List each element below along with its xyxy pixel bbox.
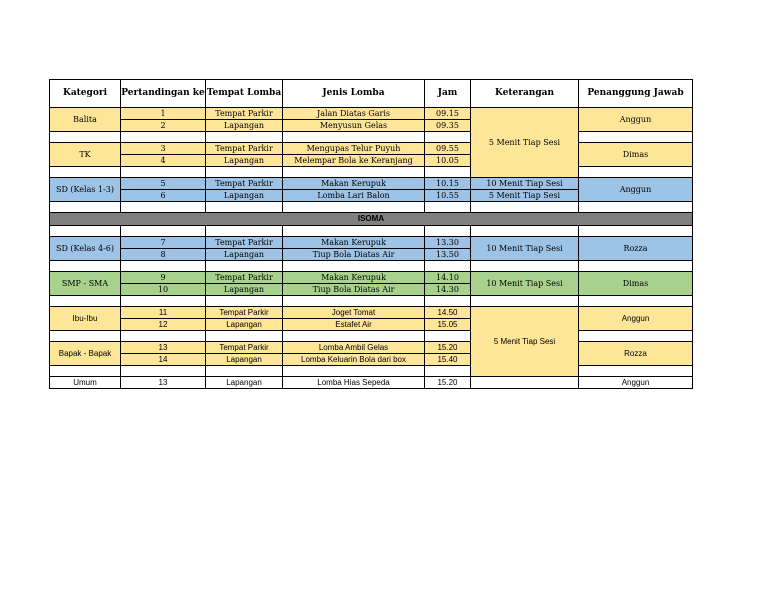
table-row — [50, 178, 693, 190]
jam-cell: 13.30 — [425, 237, 471, 249]
jam-cell: 09.15 — [425, 108, 471, 120]
header-jam: Jam — [425, 80, 471, 108]
tempat-cell: Tempat Parkir — [206, 108, 283, 120]
spacer-row — [50, 296, 693, 307]
tempat-cell: Lapangan — [206, 249, 283, 261]
jam-cell: 15.20 — [425, 377, 471, 389]
jenis-cell: Lomba Keluarin Bola dari box — [283, 354, 425, 366]
spacer-row — [50, 226, 693, 237]
jenis-cell: Menyusun Gelas — [283, 120, 425, 132]
pj-cell: Rozza — [579, 237, 693, 261]
header-keterangan: Keterangan — [471, 80, 579, 108]
keterangan-cell: 10 Menit Tiap Sesi — [471, 237, 579, 261]
table-row — [50, 377, 693, 389]
no-cell: 11 — [121, 307, 206, 319]
no-cell: 13 — [121, 377, 206, 389]
no-cell: 13 — [121, 342, 206, 354]
jenis-cell: Tiup Bola Diatas Air — [283, 249, 425, 261]
jenis-cell: Makan Kerupuk — [283, 272, 425, 284]
pj-cell: Dimas — [579, 272, 693, 296]
table-row — [50, 342, 693, 354]
pj-cell: Anggun — [579, 307, 693, 331]
tempat-cell: Tempat Parkir — [206, 342, 283, 354]
header-row — [50, 80, 693, 108]
table-row — [50, 143, 693, 155]
spacer-row — [50, 132, 693, 143]
spacer-row — [50, 202, 693, 213]
schedule-table — [49, 79, 693, 389]
no-cell: 7 — [121, 237, 206, 249]
tempat-cell: Tempat Parkir — [206, 272, 283, 284]
tempat-cell: Tempat Parkir — [206, 237, 283, 249]
tempat-cell: Tempat Parkir — [206, 143, 283, 155]
no-cell: 12 — [121, 319, 206, 331]
header-kategori: Kategori — [50, 80, 121, 108]
jam-cell: 13.50 — [425, 249, 471, 261]
no-cell: 4 — [121, 155, 206, 167]
kategori-cell: TK — [50, 143, 121, 167]
jam-cell: 14.50 — [425, 307, 471, 319]
jenis-cell: Jalan Diatas Garis — [283, 108, 425, 120]
jam-cell: 09.35 — [425, 120, 471, 132]
jenis-cell: Estafet Air — [283, 319, 425, 331]
keterangan-cell: 5 Menit Tiap Sesi — [471, 108, 579, 178]
spacer-row — [50, 331, 693, 342]
jam-cell: 15.20 — [425, 342, 471, 354]
kategori-cell: SD (Kelas 1-3) — [50, 178, 121, 202]
jam-cell: 10.15 — [425, 178, 471, 190]
tempat-cell: Lapangan — [206, 120, 283, 132]
kategori-cell: Ibu-Ibu — [50, 307, 121, 331]
tempat-cell: Lapangan — [206, 284, 283, 296]
no-cell: 9 — [121, 272, 206, 284]
keterangan-cell: 10 Menit Tiap Sesi — [471, 272, 579, 296]
spacer-row — [50, 261, 693, 272]
no-cell: 8 — [121, 249, 206, 261]
spacer-row — [50, 167, 693, 178]
keterangan-cell: 10 Menit Tiap Sesi — [471, 178, 579, 190]
no-cell: 5 — [121, 178, 206, 190]
kategori-cell: SMP - SMA — [50, 272, 121, 296]
jenis-cell: Tiup Bola Diatas Air — [283, 284, 425, 296]
tempat-cell: Lapangan — [206, 319, 283, 331]
isoma-row — [50, 213, 693, 226]
jenis-cell: Mengupas Telur Puyuh — [283, 143, 425, 155]
table-row — [50, 272, 693, 284]
isoma-label: ISOMA — [50, 213, 693, 226]
pj-cell: Anggun — [579, 108, 693, 132]
no-cell: 1 — [121, 108, 206, 120]
jam-cell: 09.55 — [425, 143, 471, 155]
jenis-cell: Lomba Hias Sepeda — [283, 377, 425, 389]
header-pertandingan: Pertandingan ke — [121, 80, 206, 108]
kategori-cell: Umum — [50, 377, 121, 389]
table-row — [50, 307, 693, 319]
tempat-cell: Lapangan — [206, 155, 283, 167]
no-cell: 2 — [121, 120, 206, 132]
no-cell: 14 — [121, 354, 206, 366]
pj-cell: Anggun — [579, 178, 693, 202]
pj-cell: Rozza — [579, 342, 693, 366]
tempat-cell: Lapangan — [206, 377, 283, 389]
pj-cell: Dimas — [579, 143, 693, 167]
table-row — [50, 237, 693, 249]
jam-cell: 10.05 — [425, 155, 471, 167]
jenis-cell: Makan Kerupuk — [283, 237, 425, 249]
no-cell: 6 — [121, 190, 206, 202]
tempat-cell: Lapangan — [206, 354, 283, 366]
no-cell: 3 — [121, 143, 206, 155]
tempat-cell: Lapangan — [206, 190, 283, 202]
jam-cell: 15.40 — [425, 354, 471, 366]
keterangan-cell — [471, 377, 579, 389]
kategori-cell: Balita — [50, 108, 121, 132]
jenis-cell: Melempar Bola ke Keranjang — [283, 155, 425, 167]
jam-cell: 15.05 — [425, 319, 471, 331]
jenis-cell: Lomba Lari Balon — [283, 190, 425, 202]
tempat-cell: Tempat Parkir — [206, 178, 283, 190]
kategori-cell: SD (Kelas 4-6) — [50, 237, 121, 261]
pj-cell: Anggun — [579, 377, 693, 389]
spacer-row — [50, 366, 693, 377]
header-jenis: Jenis Lomba — [283, 80, 425, 108]
table-row — [50, 108, 693, 120]
tempat-cell: Tempat Parkir — [206, 307, 283, 319]
jenis-cell: Lomba Ambil Gelas — [283, 342, 425, 354]
kategori-cell: Bapak - Bapak — [50, 342, 121, 366]
jam-cell: 14.30 — [425, 284, 471, 296]
header-penanggung-jawab: Penanggung Jawab — [579, 80, 693, 108]
jam-cell: 10.55 — [425, 190, 471, 202]
jenis-cell: Joget Tomat — [283, 307, 425, 319]
jenis-cell: Makan Kerupuk — [283, 178, 425, 190]
header-tempat: Tempat Lomba — [206, 80, 283, 108]
jam-cell: 14.10 — [425, 272, 471, 284]
keterangan-cell: 5 Menit Tiap Sesi — [471, 190, 579, 202]
keterangan-cell: 5 Menit Tiap Sesi — [471, 307, 579, 377]
no-cell: 10 — [121, 284, 206, 296]
